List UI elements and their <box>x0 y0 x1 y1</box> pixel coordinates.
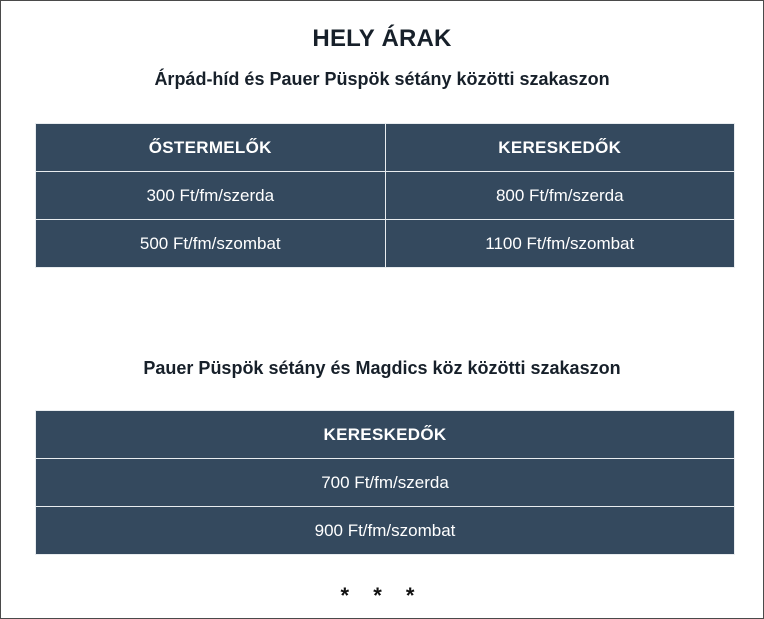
price-cell: 800 Ft/fm/szerda <box>385 172 735 220</box>
table-row <box>36 507 735 555</box>
section-subtitle-pauer-magdics: Pauer Püspök sétány és Magdics köz közötti szakaszon <box>143 358 621 378</box>
section-subtitle-arpad-pauer: Árpád-híd és Pauer Püspök sétány közötti szakaszon <box>154 69 610 89</box>
column-header-kereskedok: KERESKEDŐK <box>385 124 735 172</box>
table-row <box>36 220 735 268</box>
price-table-arpad-pauer <box>35 123 735 268</box>
price-cell: 900 Ft/fm/szombat <box>36 507 735 555</box>
page-title: HELY ÁRAK <box>312 25 452 52</box>
column-header-ostermelok: ŐSTERMELŐK <box>36 124 386 172</box>
section-divider: * * * <box>340 583 424 608</box>
price-cell: 500 Ft/fm/szombat <box>36 220 386 268</box>
price-cell: 1100 Ft/fm/szombat <box>385 220 735 268</box>
price-cell: 300 Ft/fm/szerda <box>36 172 386 220</box>
column-header-kereskedok: KERESKEDŐK <box>36 411 735 459</box>
table-header-row <box>36 411 735 459</box>
price-cell: 700 Ft/fm/szerda <box>36 459 735 507</box>
table-row <box>36 459 735 507</box>
table-row <box>36 172 735 220</box>
price-table-pauer-magdics <box>35 410 735 555</box>
table-header-row <box>36 124 735 172</box>
